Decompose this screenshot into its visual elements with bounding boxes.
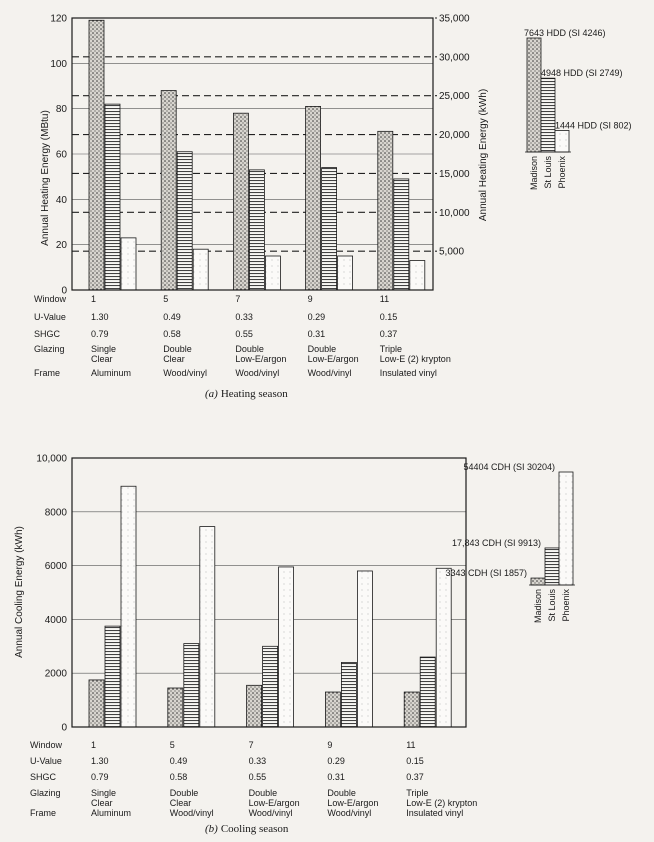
- u-value: 0.29: [307, 312, 326, 322]
- window-number: 1: [91, 294, 97, 304]
- u-value: 0.33: [235, 312, 253, 322]
- window-number: 9: [307, 294, 313, 304]
- glazing-line-1: Triple: [406, 788, 429, 798]
- glazing-line-2: Clear: [169, 798, 192, 808]
- bar-phoenix-window-1: [121, 238, 136, 290]
- u-value: 0.29: [327, 756, 345, 766]
- frame-type: Wood/vinyl: [163, 368, 208, 378]
- heating-right-y-axis-label: Annual Heating Energy (kWh): [478, 88, 489, 222]
- bar-phoenix-window-5: [193, 249, 208, 290]
- bar-st-louis-window-1: [105, 104, 120, 290]
- glazing-line-2: Low-E/argon: [327, 798, 379, 808]
- shgc-value: 0.79: [91, 772, 109, 782]
- glazing-line-1: Double: [169, 788, 199, 798]
- frame-type: Wood/vinyl: [235, 368, 280, 378]
- legend-city-st-louis: St Louis: [543, 156, 553, 189]
- window-row-label: Window: [34, 294, 67, 304]
- bar-phoenix-window-11: [410, 261, 425, 290]
- bar-st-louis-window-1: [105, 626, 120, 727]
- bar-st-louis-window-11: [420, 657, 435, 727]
- window-number: 9: [327, 740, 333, 750]
- bar-st-louis-window-9: [341, 662, 356, 727]
- y-tick-label: 60: [55, 149, 67, 161]
- y-tick-label: 80: [55, 104, 67, 116]
- cooling-bars: [89, 486, 451, 727]
- glazing-line-2: Low-E (2) krypton: [379, 354, 451, 364]
- glazing-line-1: Single: [91, 788, 117, 798]
- bar-madison-window-7: [233, 113, 248, 290]
- glazing-line-1: Double: [327, 788, 356, 798]
- legend-city-st-louis: St Louis: [547, 589, 557, 622]
- cooling-caption: [205, 823, 289, 835]
- frame-type: Wood/vinyl: [248, 808, 293, 818]
- bar-madison-window-9: [325, 692, 340, 727]
- u-value: 0.33: [248, 756, 267, 766]
- right-y-tick-label: 15,000: [439, 168, 470, 180]
- bar-phoenix-window-7: [279, 567, 294, 727]
- heating-y-axis-label: Annual Heating Energy (MBtu): [40, 110, 51, 246]
- bar-madison-window-5: [168, 688, 183, 727]
- cooling-chart: [14, 454, 575, 836]
- bar-phoenix-window-7: [265, 256, 280, 290]
- bar-st-louis-window-5: [177, 152, 192, 290]
- legend-degree-day-label: 3343 CDH (SI 1857): [445, 568, 527, 579]
- bar-madison-window-5: [161, 91, 176, 290]
- bar-madison-window-11: [378, 131, 393, 290]
- shgc-value: 0.31: [327, 772, 345, 782]
- heating-caption-text: Heating season: [220, 388, 288, 400]
- heating-bars: [89, 20, 425, 290]
- bar-st-louis-window-9: [322, 168, 337, 290]
- shgc-value: 0.37: [379, 329, 398, 339]
- shgc-row-label: SHGC: [30, 772, 57, 782]
- right-y-tick-label: 10,000: [439, 207, 470, 219]
- y-tick-label: 4000: [44, 614, 67, 626]
- legend-bar-st-louis: [541, 78, 555, 152]
- y-tick-label: 6000: [44, 561, 67, 573]
- bar-st-louis-window-11: [394, 179, 409, 290]
- y-tick-label: 120: [50, 13, 67, 25]
- u-value: 1.30: [91, 756, 109, 766]
- u-value: 0.49: [169, 756, 188, 766]
- bar-madison-window-7: [247, 685, 262, 727]
- frame-type: Aluminum: [91, 808, 132, 818]
- bar-madison-window-1: [89, 20, 104, 290]
- legend-bar-st-louis: [545, 548, 559, 585]
- shgc-row-label: SHGC: [34, 329, 61, 339]
- shgc-value: 0.31: [307, 329, 326, 339]
- frame-type: Wood/vinyl: [327, 808, 372, 818]
- y-tick-label: 20: [55, 240, 67, 252]
- y-tick-label: 2000: [44, 668, 67, 680]
- heating-chart: [34, 14, 632, 401]
- frame-type: Aluminum: [91, 368, 132, 378]
- bar-phoenix-window-9: [338, 256, 353, 290]
- right-y-tick-label: 5,000: [439, 246, 465, 258]
- heating-caption-letter: (a): [205, 388, 218, 400]
- u-value-row-label: U-Value: [30, 756, 62, 766]
- heating-caption: [205, 388, 288, 400]
- window-number: 11: [406, 740, 416, 750]
- u-value: 0.15: [379, 312, 398, 322]
- glazing-row-label: Glazing: [34, 344, 65, 354]
- y-tick-label: 8000: [44, 507, 67, 519]
- glazing-line-1: Double: [248, 788, 278, 798]
- shgc-value: 0.58: [169, 772, 188, 782]
- cooling-tick-labels: [36, 454, 67, 734]
- frame-type: Wood/vinyl: [307, 368, 352, 378]
- right-y-tick-label: 30,000: [439, 52, 470, 64]
- window-number: 11: [379, 294, 390, 304]
- frame-row-label: Frame: [34, 368, 61, 378]
- glazing-line-1: Triple: [379, 344, 402, 354]
- legend-city-phoenix: Phoenix: [561, 589, 571, 622]
- legend-city-madison: Madison: [529, 156, 539, 191]
- heating-window-table: [34, 294, 451, 378]
- shgc-value: 0.79: [91, 329, 109, 339]
- shgc-value: 0.37: [406, 772, 424, 782]
- legend-bar-madison: [527, 38, 541, 152]
- y-tick-label: 100: [50, 58, 67, 70]
- legend-bar-phoenix: [555, 130, 569, 152]
- u-value: 0.15: [406, 756, 424, 766]
- frame-type: Insulated vinyl: [406, 808, 464, 818]
- window-number: 5: [169, 740, 175, 750]
- cooling-y-axis-label: Annual Cooling Energy (kWh): [14, 526, 25, 658]
- window-number: 7: [248, 740, 254, 750]
- y-tick-label: 0: [61, 722, 67, 734]
- glazing-line-2: Low-E (2) krypton: [406, 798, 478, 808]
- glazing-line-1: Single: [91, 344, 117, 354]
- bar-st-louis-window-7: [249, 170, 264, 290]
- glazing-line-2: Low-E/argon: [248, 798, 300, 808]
- frame-row-label: Frame: [30, 808, 57, 818]
- cooling-legend: [445, 462, 575, 623]
- window-row-label: Window: [30, 740, 63, 750]
- legend-degree-day-label: 7643 HDD (SI 4246): [524, 28, 606, 38]
- bar-st-louis-window-5: [184, 644, 199, 727]
- legend-degree-day-label: 54404 CDH (SI 30204): [463, 462, 555, 472]
- window-number: 7: [235, 294, 241, 304]
- u-value: 0.49: [163, 312, 181, 322]
- glazing-line-2: Clear: [163, 354, 185, 364]
- heating-legend: [524, 28, 632, 190]
- shgc-value: 0.58: [163, 329, 181, 339]
- legend-degree-day-label: 4948 HDD (SI 2749): [541, 68, 623, 79]
- right-y-tick-label: 35,000: [439, 13, 470, 25]
- u-value-row-label: U-Value: [34, 312, 66, 322]
- legend-degree-day-label: 17,843 CDH (SI 9913): [451, 537, 541, 548]
- u-value: 1.30: [91, 312, 109, 322]
- right-y-tick-label: 20,000: [439, 130, 470, 142]
- window-number: 1: [91, 740, 97, 750]
- glazing-line-2: Clear: [91, 798, 113, 808]
- bar-madison-window-1: [89, 680, 104, 727]
- shgc-value: 0.55: [248, 772, 267, 782]
- legend-bar-phoenix: [559, 472, 573, 585]
- bar-phoenix-window-9: [357, 571, 372, 727]
- legend-bar-madison: [531, 578, 545, 585]
- glazing-line-2: Low-E/argon: [307, 354, 359, 364]
- cooling-caption-letter: (b): [205, 823, 218, 835]
- legend-city-madison: Madison: [533, 589, 543, 624]
- legend-degree-day-label: 1444 HDD (SI 802): [555, 120, 632, 131]
- glazing-line-1: Double: [163, 344, 192, 354]
- bar-st-louis-window-7: [263, 646, 278, 727]
- frame-type: Wood/vinyl: [169, 808, 214, 818]
- cooling-caption-text: Cooling season: [220, 823, 289, 835]
- right-y-tick-label: 25,000: [439, 91, 470, 103]
- glazing-line-2: Clear: [91, 354, 113, 364]
- shgc-value: 0.55: [235, 329, 253, 339]
- glazing-line-1: Double: [307, 344, 337, 354]
- y-tick-label: 0: [61, 285, 67, 297]
- bar-phoenix-window-11: [436, 568, 451, 727]
- legend-city-phoenix: Phoenix: [557, 156, 567, 189]
- bar-madison-window-11: [404, 692, 419, 727]
- cooling-window-table: [30, 740, 477, 818]
- glazing-line-2: Low-E/argon: [235, 354, 287, 364]
- glazing-row-label: Glazing: [30, 788, 61, 798]
- glazing-line-1: Double: [235, 344, 264, 354]
- bar-phoenix-window-5: [200, 527, 215, 727]
- y-tick-label: 10,000: [36, 453, 67, 465]
- frame-type: Insulated vinyl: [379, 368, 437, 378]
- bar-phoenix-window-1: [121, 486, 136, 727]
- window-number: 5: [163, 294, 169, 304]
- bar-madison-window-9: [306, 106, 321, 290]
- y-tick-label: 40: [55, 194, 67, 206]
